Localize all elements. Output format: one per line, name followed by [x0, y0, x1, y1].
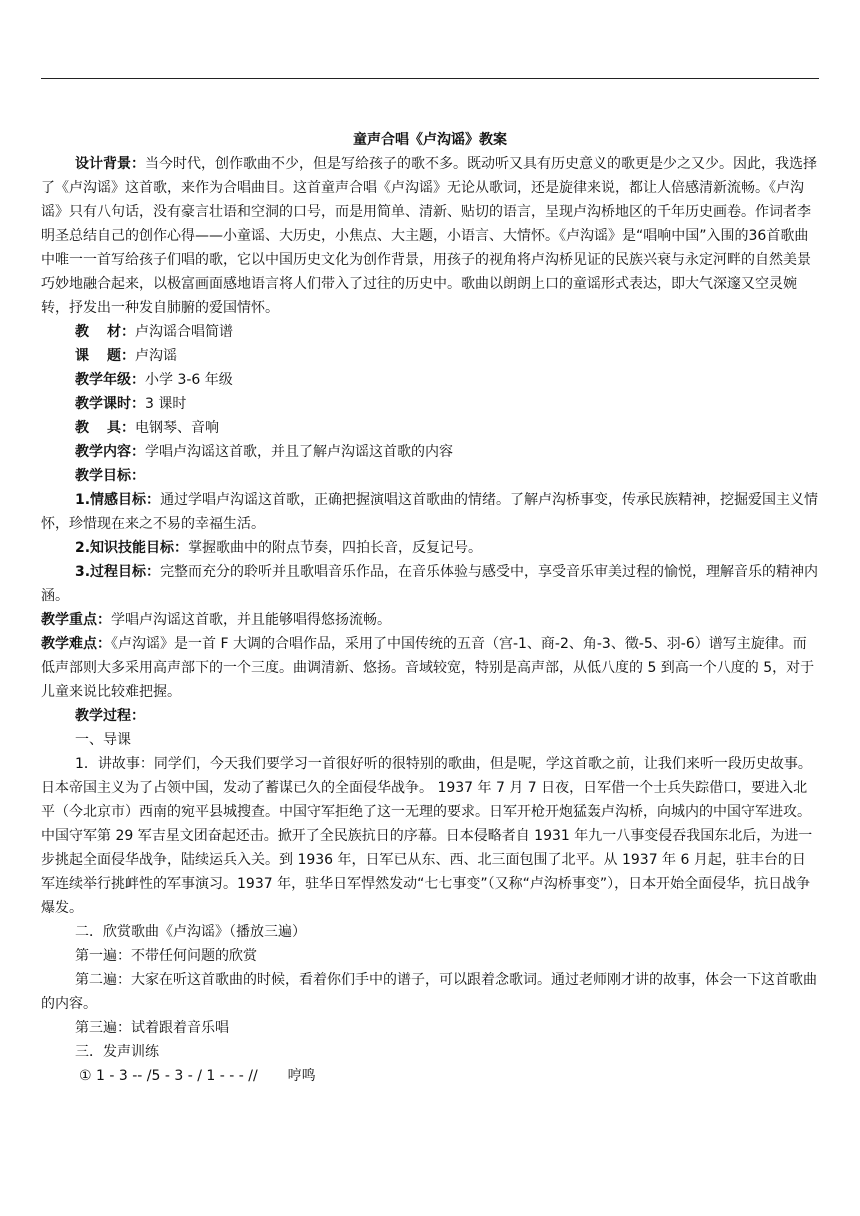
goal-3-label: 3.过程目标：: [75, 564, 161, 580]
document-title: 童声合唱《卢沟谣》教案: [353, 132, 507, 148]
section-3-title: 三．发声训练: [75, 1044, 159, 1060]
section-2-title: 二．欣赏歌曲《卢沟谣》（播放三遍）: [75, 924, 306, 940]
content-label: 教学内容：: [75, 444, 145, 460]
goal-2-label: 2.知识技能目标：: [75, 540, 189, 556]
hours-label: 教学课时：: [75, 396, 145, 412]
topic-label-a: 课: [75, 348, 89, 364]
key-point-label: 教学重点：: [41, 612, 111, 628]
goal-2: [41, 536, 819, 560]
material-value: 卢沟谣合唱简谱: [135, 324, 233, 340]
background-text: 当今时代，创作歌曲不少，但是写给孩子的歌不多。既动听又具有历史意义的歌更是少之又少。因此，我选择了《卢沟谣》这首歌，来作为合唱曲目。这首童声合唱《卢沟谣》无论从歌词，还是旋律来说，都让人倍感清新流畅。《卢沟谣》只有八句话，没有豪言壮语和空洞的口号，而是用简单、清新、贴切的语言，呈现卢沟桥地区的千年历史画卷。作词者李明圣总结自己的创作心得——小童谣、大历史，小焦点、大主题，小语言、大情怀。《卢沟谣》是“唱响中国”入围的36首歌曲中唯一一首写给孩子们唱的歌，它以中国历史文化为创作背景，用孩子的视角将卢沟桥见证的民族兴衰与永定河畔的自然美景巧妙地融合起来，以极富画面感地语言将人们带入了过往的历史中。歌曲以朗朗上口的童谣形式表达，即大气深邃又空灵婉转，抒发出一种发自肺腑的爱国情怀。: [41, 156, 817, 316]
listen-first: 第一遍：不带任何问题的欣赏: [75, 948, 257, 964]
difficulty-paragraph: [41, 632, 819, 704]
goal-3-text: 完整而充分的聆听并且歌唱音乐作品，在音乐体验与感受中，享受音乐审美过程的愉悦，理解音乐的精神内涵。: [41, 564, 819, 604]
process-heading: 教学过程：: [75, 708, 145, 724]
vocal-exercise: [41, 1064, 819, 1088]
lesson-plan-body: [41, 128, 819, 1088]
listen-third: 第三遍：试着跟着音乐唱: [75, 1020, 229, 1036]
material-label-a: 教: [75, 324, 89, 340]
section-1-title: 一、导课: [75, 732, 131, 748]
hours-value: 3 课时: [145, 396, 187, 412]
goal-1-text: 通过学唱卢沟谣这首歌，正确把握演唱这首歌曲的情绪。了解卢沟桥事变，传承民族精神，挖掘爱国主义情怀，珍惜现在来之不易的幸福生活。: [41, 492, 819, 532]
grade-line: [41, 368, 819, 392]
header-rule: [41, 78, 819, 79]
material-line: [41, 320, 819, 344]
topic-value: 卢沟谣: [135, 348, 177, 364]
goal-2-text: 掌握歌曲中的附点节奏，四拍长音，反复记号。: [188, 540, 483, 556]
hours-line: [41, 392, 819, 416]
goals-heading: 教学目标：: [75, 468, 145, 484]
content-line: [41, 440, 819, 464]
key-point-text: 学唱卢沟谣这首歌，并且能够唱得悠扬流畅。: [111, 612, 391, 628]
tools-label-b: 具：: [107, 420, 135, 436]
topic-line: [41, 344, 819, 368]
topic-label-b: 题：: [107, 348, 135, 364]
tools-label-a: 教: [75, 420, 89, 436]
goal-1: [41, 488, 819, 536]
material-label-b: 材：: [107, 324, 135, 340]
tools-line: [41, 416, 819, 440]
difficulty-text: 《卢沟谣》是一首 F 大调的合唱作品，采用了中国传统的五音（宫-1、商-2、角-3、徵-5、羽-6）谱写主旋律。而低声部则大多采用高声部下的一个三度。曲调清新、悠扬。音域较宽，特别是高声部，从低八度的 5 到高一个八度的 5，对于儿童来说比较难把握。: [41, 636, 815, 700]
grade-value: 小学 3-6 年级: [145, 372, 233, 388]
vocal-exercise-notes: ① 1 - 3 -- /5 - 3 - / 1 - - - //: [79, 1068, 258, 1084]
goal-1-label: 1.情感目标：: [75, 492, 161, 508]
tools-value: 电钢琴、音响: [135, 420, 219, 436]
goal-3: [41, 560, 819, 608]
vocal-exercise-note: 哼鸣: [287, 1068, 316, 1084]
grade-label: 教学年级：: [75, 372, 145, 388]
key-point-paragraph: [41, 608, 819, 632]
story-paragraph: 1．讲故事：同学们，今天我们要学习一首很好听的很特别的歌曲，但是呢，学这首歌之前，让我们来听一段历史故事。日本帝国主义为了占领中国，发动了蓄谋已久的全面侵华战争。 1937 年 7 月 7 日夜，日军借一个士兵失踪借口，要进入北平（今北京市）西南的宛平县城搜查。中国守军拒绝了这一无理的要求。日军开枪开炮猛轰卢沟桥，向城内的中国守军进攻。中国守军第 29 军吉星文团奋起还击。掀开了全民族抗日的序幕。日本侵略者自 1931 年九一八事变侵吞我国东北后，为进一步挑起全面侵华战争，陆续运兵入关。到 1936 年，日军已从东、西、北三面包围了北平。从 1937 年 6 月起，驻丰台的日军连续举行挑衅性的军事演习。1937 年，驻华日军悍然发动“七七事变”（又称“卢沟桥事变”），日本开始全面侵华，抗日战争爆发。: [41, 756, 813, 916]
content-value: 学唱卢沟谣这首歌，并且了解卢沟谣这首歌的内容: [145, 444, 453, 460]
background-label: 设计背景：: [75, 156, 145, 172]
difficulty-label: 教学难点：: [41, 636, 111, 652]
listen-second: 第二遍：大家在听这首歌曲的时候，看着你们手中的谱子，可以跟着念歌词。通过老师刚才讲的故事，体会一下这首歌曲的内容。: [41, 972, 817, 1012]
background-paragraph: [41, 152, 819, 320]
